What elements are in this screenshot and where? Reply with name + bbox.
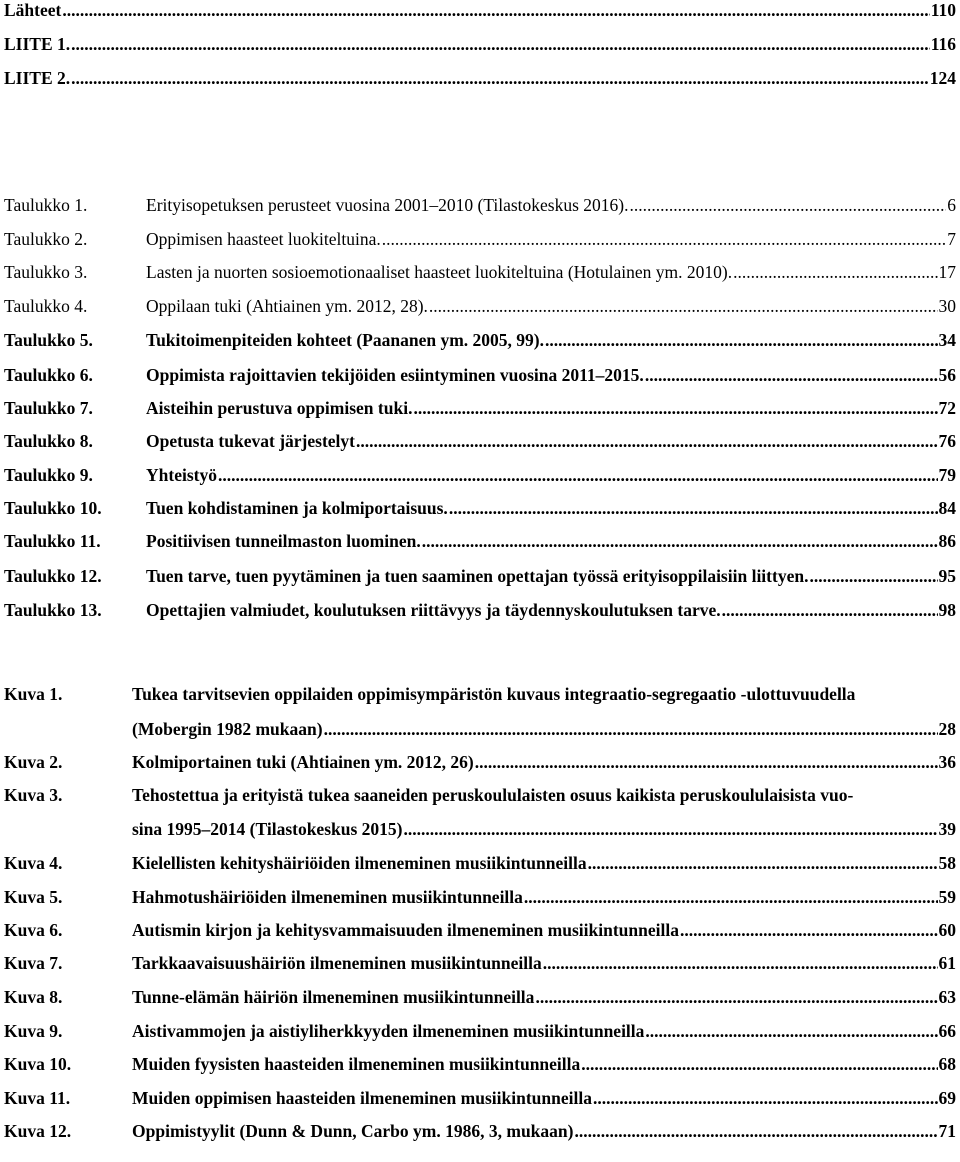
figure-page: 63 bbox=[938, 987, 956, 1007]
table-title: Tuen tarve, tuen pyytäminen ja tuen saaminen opettajan työssä erityisoppilaisiin liittyen. bbox=[146, 566, 809, 586]
toc-entry-page: 110 bbox=[930, 0, 956, 20]
table-page: 72 bbox=[938, 398, 956, 418]
table-label: Taulukko 3. bbox=[4, 262, 88, 282]
table-page: 6 bbox=[947, 195, 956, 215]
dot-leader bbox=[62, 0, 929, 21]
figure-title: Hahmotushäiriöiden ilmeneminen musiikintunneilla bbox=[132, 887, 523, 907]
dot-leader bbox=[422, 531, 938, 552]
dot-leader bbox=[449, 498, 938, 519]
dot-leader bbox=[722, 600, 938, 621]
table-title: Opettajien valmiudet, koulutuksen riittävyys ja täydennyskoulutuksen tarve. bbox=[146, 600, 721, 620]
table-entry[interactable] bbox=[4, 465, 956, 486]
table-page: 84 bbox=[938, 498, 956, 518]
figure-label: Kuva 7. bbox=[4, 953, 63, 973]
dot-leader bbox=[429, 296, 938, 317]
dot-leader bbox=[524, 887, 938, 908]
table-page: 86 bbox=[938, 531, 956, 551]
figure-label: Kuva 10. bbox=[4, 1054, 72, 1074]
table-page: 98 bbox=[938, 600, 956, 620]
figure-page: 71 bbox=[938, 1121, 956, 1141]
figure-title: Aistivammojen ja aistiyliherkkyyden ilmeneminen musiikintunneilla bbox=[132, 1021, 645, 1041]
dot-leader bbox=[404, 819, 938, 840]
table-entry[interactable] bbox=[4, 566, 956, 587]
toc-entry-liite-2[interactable] bbox=[4, 68, 956, 89]
table-entry[interactable] bbox=[4, 195, 956, 216]
table-title: Lasten ja nuorten sosioemotionaaliset haasteet luokiteltuina (Hotulainen ym. 2010). bbox=[146, 262, 733, 282]
dot-leader bbox=[574, 1121, 937, 1142]
figure-page: 39 bbox=[938, 819, 956, 839]
figure-label: Kuva 2. bbox=[4, 752, 63, 772]
figure-page: 61 bbox=[938, 953, 956, 973]
table-title: Opetusta tukevat järjestelyt bbox=[146, 431, 355, 451]
figure-title: Muiden fyysisten haasteiden ilmeneminen musiikintunneilla bbox=[132, 1054, 581, 1074]
figure-title: Muiden oppimisen haasteiden ilmeneminen musiikintunneilla bbox=[132, 1088, 592, 1108]
figure-entry-continuation[interactable] bbox=[132, 719, 956, 740]
dot-leader bbox=[475, 752, 938, 773]
dot-leader bbox=[382, 229, 947, 250]
dot-leader bbox=[733, 262, 937, 283]
figure-title-cont: (Mobergin 1982 mukaan) bbox=[132, 719, 323, 739]
table-label: Taulukko 2. bbox=[4, 229, 88, 249]
figure-entry[interactable] bbox=[4, 1021, 956, 1042]
table-entry[interactable] bbox=[4, 296, 956, 317]
dot-leader bbox=[680, 920, 938, 941]
figure-page: 36 bbox=[938, 752, 956, 772]
toc-entry-title: LIITE 1. bbox=[4, 34, 71, 54]
table-label: Taulukko 10. bbox=[4, 498, 102, 518]
dot-leader bbox=[218, 465, 938, 486]
toc-entry-title: Lähteet bbox=[4, 0, 62, 20]
figure-title: Autismin kirjon ja kehitysvammaisuuden ilmeneminen musiikintunneilla bbox=[132, 920, 679, 940]
dot-leader bbox=[588, 853, 938, 874]
figure-title: Tarkkaavaisuushäiriön ilmeneminen musiikintunneilla bbox=[132, 953, 542, 973]
figure-page: 28 bbox=[938, 719, 956, 739]
figure-page: 58 bbox=[938, 853, 956, 873]
figure-entry[interactable] bbox=[4, 920, 956, 941]
figure-title: Oppimistyylit (Dunn & Dunn, Carbo ym. 1986, 3, mukaan) bbox=[132, 1121, 574, 1141]
toc-entry-liite-1[interactable] bbox=[4, 34, 956, 55]
table-title: Oppimisen haasteet luokiteltuina. bbox=[146, 229, 381, 249]
figure-title: Tehostettua ja erityistä tukea saaneiden peruskoululaisten osuus kaikista peruskoululaisista vuo- bbox=[132, 785, 854, 805]
dot-leader bbox=[535, 987, 937, 1008]
dot-leader bbox=[630, 195, 947, 216]
dot-leader bbox=[356, 431, 938, 452]
toc-entry-page: 116 bbox=[930, 34, 956, 54]
figure-label: Kuva 12. bbox=[4, 1121, 72, 1141]
figure-page: 60 bbox=[938, 920, 956, 940]
dot-leader bbox=[71, 68, 929, 89]
figure-entry[interactable] bbox=[4, 887, 956, 908]
table-title: Tuen kohdistaminen ja kolmiportaisuus. bbox=[146, 498, 448, 518]
table-entry[interactable] bbox=[4, 330, 956, 351]
toc-entry-lahteet[interactable] bbox=[4, 0, 956, 21]
dot-leader bbox=[645, 365, 938, 386]
table-page: 95 bbox=[938, 566, 956, 586]
table-entry[interactable] bbox=[4, 365, 956, 386]
table-entry[interactable] bbox=[4, 229, 956, 250]
dot-leader bbox=[71, 34, 930, 55]
figure-page: 66 bbox=[938, 1021, 956, 1041]
figure-page: 59 bbox=[938, 887, 956, 907]
toc-entry-page: 124 bbox=[929, 68, 956, 88]
table-label: Taulukko 7. bbox=[4, 398, 93, 418]
figure-entry[interactable] bbox=[4, 785, 956, 806]
table-title: Oppimista rajoittavien tekijöiden esiintyminen vuosina 2011–2015. bbox=[146, 365, 644, 385]
table-entry[interactable] bbox=[4, 498, 956, 519]
table-title: Oppilaan tuki (Ahtiainen ym. 2012, 28). bbox=[146, 296, 428, 316]
table-label: Taulukko 11. bbox=[4, 531, 101, 551]
figure-title: Tukea tarvitsevien oppilaiden oppimisympäristön kuvaus integraatio-segregaatio -ulottuvuudella bbox=[132, 684, 856, 704]
figure-label: Kuva 4. bbox=[4, 853, 63, 873]
table-label: Taulukko 9. bbox=[4, 465, 93, 485]
figure-title: Tunne-elämän häiriön ilmeneminen musiikintunneilla bbox=[132, 987, 535, 1007]
table-entry[interactable] bbox=[4, 531, 956, 552]
table-label: Taulukko 5. bbox=[4, 330, 93, 350]
figure-label: Kuva 1. bbox=[4, 684, 63, 704]
figure-label: Kuva 9. bbox=[4, 1021, 63, 1041]
table-page: 7 bbox=[947, 229, 956, 249]
figure-label: Kuva 6. bbox=[4, 920, 63, 940]
toc-entry-title: LIITE 2. bbox=[4, 68, 71, 88]
figure-title: Kielellisten kehityshäiriöiden ilmeneminen musiikintunneilla bbox=[132, 853, 587, 873]
table-label: Taulukko 1. bbox=[4, 195, 88, 215]
table-entry[interactable] bbox=[4, 262, 956, 283]
figure-entry[interactable] bbox=[4, 953, 956, 974]
dot-leader bbox=[543, 953, 938, 974]
dot-leader bbox=[324, 719, 938, 740]
table-page: 17 bbox=[938, 262, 956, 282]
table-entry[interactable] bbox=[4, 600, 956, 621]
table-title: Tukitoimenpiteiden kohteet (Paananen ym. 2005, 99). bbox=[146, 330, 544, 350]
figure-entry[interactable] bbox=[4, 987, 956, 1008]
figure-label: Kuva 3. bbox=[4, 785, 63, 805]
table-page: 30 bbox=[938, 296, 956, 316]
table-page: 76 bbox=[938, 431, 956, 451]
table-label: Taulukko 4. bbox=[4, 296, 88, 316]
table-label: Taulukko 12. bbox=[4, 566, 102, 586]
figure-entry[interactable] bbox=[4, 752, 956, 773]
dot-leader bbox=[645, 1021, 937, 1042]
figure-page: 69 bbox=[938, 1088, 956, 1108]
table-label: Taulukko 6. bbox=[4, 365, 93, 385]
table-entry[interactable] bbox=[4, 398, 956, 419]
figure-entry[interactable] bbox=[4, 1054, 956, 1075]
figure-page: 68 bbox=[938, 1054, 956, 1074]
dot-leader bbox=[413, 398, 937, 419]
table-title: Aisteihin perustuva oppimisen tuki. bbox=[146, 398, 413, 418]
figure-entry[interactable] bbox=[4, 684, 956, 705]
table-title: Erityisopetuksen perusteet vuosina 2001–2010 (Tilastokeskus 2016). bbox=[146, 195, 629, 215]
figure-title-cont: sina 1995–2014 (Tilastokeskus 2015) bbox=[132, 819, 403, 839]
dot-leader bbox=[581, 1054, 937, 1075]
figure-entry[interactable] bbox=[4, 1121, 956, 1142]
dot-leader bbox=[809, 566, 937, 587]
dot-leader bbox=[545, 330, 938, 351]
table-title: Positiivisen tunneilmaston luominen. bbox=[146, 531, 421, 551]
figure-title: Kolmiportainen tuki (Ahtiainen ym. 2012, 26) bbox=[132, 752, 474, 772]
table-title: Yhteistyö bbox=[146, 465, 217, 485]
figure-entry[interactable] bbox=[4, 853, 956, 874]
table-page: 56 bbox=[938, 365, 956, 385]
table-label: Taulukko 13. bbox=[4, 600, 102, 620]
table-entry[interactable] bbox=[4, 431, 956, 452]
table-page: 79 bbox=[938, 465, 956, 485]
figure-label: Kuva 8. bbox=[4, 987, 63, 1007]
table-page: 34 bbox=[938, 330, 956, 350]
dot-leader bbox=[593, 1088, 938, 1109]
figure-label: Kuva 11. bbox=[4, 1088, 71, 1108]
figure-label: Kuva 5. bbox=[4, 887, 63, 907]
table-label: Taulukko 8. bbox=[4, 431, 93, 451]
figure-entry[interactable] bbox=[4, 1088, 956, 1109]
figure-entry-continuation[interactable] bbox=[132, 819, 956, 840]
